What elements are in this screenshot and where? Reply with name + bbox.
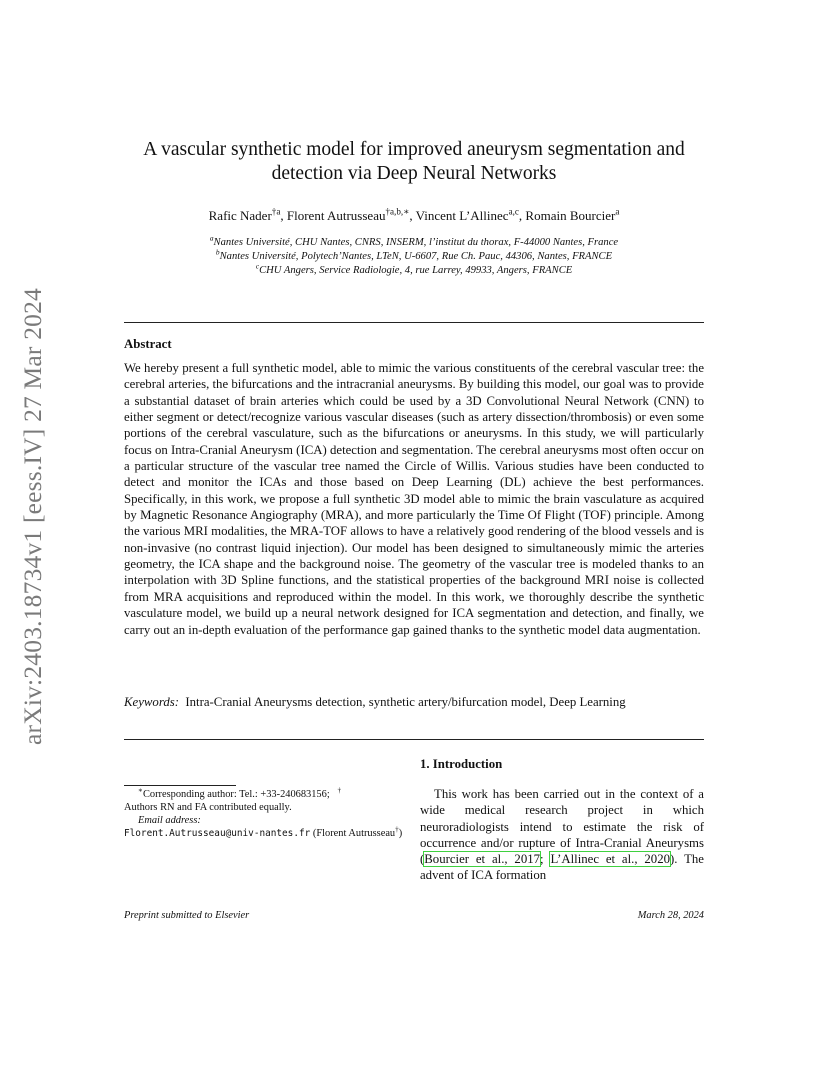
affiliation-text: Nantes Université, CHU Nantes, CNRS, INSERM, l’institut du thorax, F-44000 Nantes, France xyxy=(213,237,619,248)
citation-link[interactable]: L’Allinec et al., 2020 xyxy=(550,852,671,867)
author-marks: a xyxy=(615,206,620,217)
affiliation xyxy=(110,247,718,264)
email-owner: (Florent Autrusseau xyxy=(312,828,396,839)
author-marks: a,c xyxy=(508,206,519,217)
footnote-email-label: Email address: xyxy=(138,815,201,826)
keywords xyxy=(124,694,704,710)
footnote-mark: † xyxy=(337,786,342,795)
footnote-corresponding xyxy=(124,788,410,801)
email-link[interactable]: Florent.Autrusseau@univ-nantes.fr xyxy=(124,828,311,839)
affiliation xyxy=(110,261,718,278)
author-marks: †a xyxy=(271,206,281,217)
citation-separator: ; xyxy=(540,852,551,867)
affiliations xyxy=(110,233,718,278)
footnote-mark: † xyxy=(395,825,399,834)
affiliation-text: CHU Angers, Service Radiologie, 4, rue Larrey, 49933, Angers, FRANCE xyxy=(259,265,573,276)
author-name: Florent Autrusseau xyxy=(286,208,386,223)
citation-link[interactable]: Bourcier et al., 2017 xyxy=(424,852,541,867)
footnotes xyxy=(124,788,410,840)
abstract-heading: Abstract xyxy=(124,337,172,351)
footnote-contrib: Authors RN and FA contributed equally. xyxy=(124,802,292,813)
abstract-top-rule xyxy=(124,322,704,323)
affiliation-mark: c xyxy=(255,261,260,271)
abstract-text: We hereby present a full synthetic model, able to mimic the various constituents of the cerebral vascular tree: the cerebral arteries, the bifurcations and the intracranial aneurysms. By building this model, our goal was to provide a substantial dataset of brain arteries which could be used by a 3D Convolutional Neural Network (CNN) to either segment or detect/recognize various vascular diseases (such as artery dissection/thrombosis) or even some portions of the cerebral vasculature, such as the bifurcations or aneurysms. In this study, we will particularly focus on Intra-Cranial Aneurysm (ICA) detection and segmentation. The cerebral aneurysms most often occur on a particular structure of the vascular tree named the Circle of Willis. Various studies have been conducted to detect and monitor the ICAs and those based on Deep Learning (DL) achieve the best performances. Specifically, in this work, we propose a full synthetic 3D model able to mimic the brain vasculature as acquired by Magnetic Resonance Angiography (MRA), and more particularly the Time Of Flight (TOF) principle. Among the various MRI modalities, the MRA-TOF allows to have a relatively good rendering of the blood vessels and is non-invasive (no contrast liquid injection). Our model has been designed to simultaneously mimic the arteries geometry, the ICA shape and the background noise. The geometry of the vascular tree is modeled thanks to an interpolation with 3D Spline functions, and the statistical properties of the background MRI noise is collected from MRA acquisitions and reproduced within the model. In this work, we thoroughly describe the synthetic vasculature model, we build up a neural network designed for ICA segmentation and detection, and finally, we carry out an in-depth evaluation of the performance gap gained thanks to the synthetic model data augmentation. xyxy=(124,361,704,637)
keywords-text: Intra-Cranial Aneurysms detection, synthetic artery/bifurcation model, Deep Learning xyxy=(185,695,626,709)
affiliation-mark: b xyxy=(215,247,220,257)
keywords-label: Keywords: xyxy=(124,695,179,709)
author-name: Vincent L’Allinec xyxy=(415,208,509,223)
intro-text-part: This work has been carried out in the context of a wide medical research project in which neuroradiologists intend to estimate the risk of occurrence and/or rupture of Intra-Cranial Aneurysms ( xyxy=(420,787,704,867)
footnote-text: Corresponding author: Tel.: +33-240683156; xyxy=(142,789,330,800)
affiliation xyxy=(110,233,718,250)
author-marks: †a,b,∗ xyxy=(385,206,410,217)
intro-text-part: ). The advent of ICA formation xyxy=(420,852,704,883)
author-name: Rafic Nader xyxy=(208,208,272,223)
author-list: Rafic Nader$^{\dagger a}$, Florent Autrusseau$^{\dagger a,b,∗}$, Vincent L’Allinec$^{a,c}$, Romain Bourcier$^a$ xyxy=(208,206,620,223)
arxiv-identifier: arXiv:2403.18734v1 [eess.IV] 27 Mar 2024 xyxy=(18,287,47,745)
footnote-email-line xyxy=(124,827,410,840)
paper-title: A vascular synthetic model for improved aneurysm segmentation and detection via Deep Neural Networks xyxy=(143,139,685,184)
affiliation-mark: a xyxy=(209,233,214,243)
footer-date: March 28, 2024 xyxy=(637,910,704,921)
email-owner-close: ) xyxy=(398,828,403,839)
affiliation-text: Nantes Université, Polytech’Nantes, LTeN, U-6607, Rue Ch. Pauc, 44306, Nantes, FRANCE xyxy=(219,251,613,262)
section-heading-introduction: 1. Introduction xyxy=(420,757,503,771)
author-name: Romain Bourcier xyxy=(525,208,616,223)
introduction-text xyxy=(420,786,704,884)
footnote-mark: ∗ xyxy=(138,786,143,795)
footer-preprint: Preprint submitted to Elsevier xyxy=(124,910,250,921)
abstract-bottom-rule xyxy=(124,739,704,740)
